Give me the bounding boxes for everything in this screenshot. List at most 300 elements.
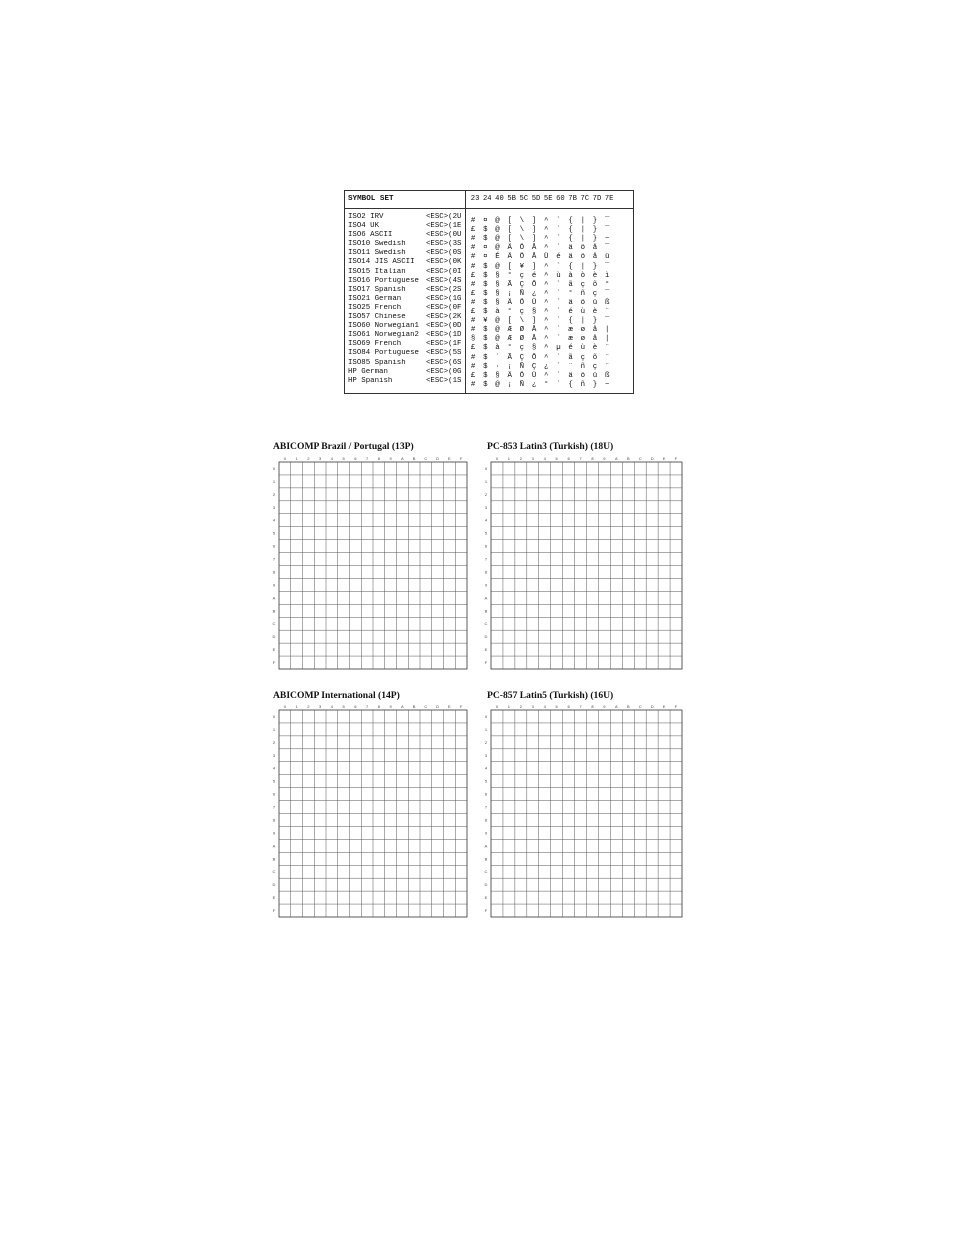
symbol-char: Ã — [507, 280, 512, 289]
code-header-row — [469, 195, 615, 203]
symbol-char: ¡ — [507, 362, 512, 371]
symbol-char: } — [592, 226, 598, 235]
row-hex-label: 2 — [272, 491, 276, 497]
symbol-char: É — [495, 253, 500, 262]
symbol-char: ° — [507, 271, 512, 280]
symbol-char: Õ — [531, 280, 537, 289]
symbol-char: @ — [495, 226, 500, 235]
symbol-char: ° — [507, 308, 512, 317]
symbol-char: ç — [580, 353, 585, 362]
row-hex-label: 1 — [272, 726, 276, 732]
symbol-char: Ö — [519, 244, 525, 253]
column-hex-label: 6 — [567, 456, 570, 461]
column-hex-label: 7 — [579, 456, 582, 461]
symbol-char: ã — [568, 280, 573, 289]
symbol-char: ° — [507, 344, 512, 353]
symbol-char: ä — [568, 244, 573, 253]
symbol-char: ¡ — [507, 380, 512, 389]
column-hex-label: 3 — [319, 456, 322, 461]
symbol-char: ` — [556, 262, 561, 271]
symbol-char: é — [568, 344, 573, 353]
symbol-char: } — [592, 380, 598, 389]
symbol-set-row — [348, 213, 613, 226]
symbol-char: Õ — [531, 353, 537, 362]
symbol-char: ` — [556, 244, 561, 253]
symbol-char: $ — [483, 226, 488, 235]
symbol-char: ¿ — [531, 289, 537, 298]
row-hex-label: F — [484, 908, 488, 914]
row-hex-label: 8 — [272, 817, 276, 823]
symbol-char: Ø — [519, 335, 525, 344]
symbol-char: { — [568, 317, 573, 326]
symbol-char: ä — [568, 371, 573, 380]
symbol-set-name: HP Spanish — [348, 376, 393, 385]
symbol-char: ¿ — [531, 380, 537, 389]
symbol-set-row — [348, 258, 613, 271]
symbol-char: ‾ — [604, 289, 610, 298]
symbol-char: ‾ — [604, 217, 610, 226]
column-hex-label: E — [448, 704, 451, 709]
column-hex-label: 7 — [366, 456, 369, 461]
escape-sequence: <ESC>(0S — [426, 249, 462, 258]
symbol-char: ^ — [544, 271, 549, 280]
symbol-char: @ — [495, 317, 500, 326]
abicomp-intl-chart — [271, 703, 468, 918]
symbol-char: ^ — [544, 244, 549, 253]
symbol-char: ¨ — [604, 344, 610, 353]
column-hex-label: E — [662, 456, 666, 461]
symbol-char: Å — [531, 253, 537, 262]
symbol-char: } — [592, 235, 598, 244]
row-hex-label: 0 — [484, 713, 488, 719]
symbol-char: ^ — [544, 335, 549, 344]
symbol-char: è — [592, 308, 598, 317]
symbol-char: § — [531, 308, 537, 317]
symbol-char: @ — [495, 262, 500, 271]
symbol-char: $ — [483, 262, 488, 271]
column-hex-label: D — [650, 704, 654, 709]
symbol-char: \ — [519, 217, 525, 226]
column-hex-label: 9 — [603, 704, 606, 709]
symbol-set-name: ISO57 Chinese — [348, 313, 406, 322]
row-hex-label: 8 — [484, 569, 488, 575]
symbol-char: å — [592, 335, 598, 344]
symbol-char: ^ — [544, 217, 549, 226]
symbol-char: ¨ — [604, 308, 610, 317]
symbol-set-row — [348, 231, 613, 244]
symbol-char: æ — [568, 326, 573, 335]
symbol-char: ø — [580, 326, 585, 335]
symbol-set-name: ISO16 Portuguese — [348, 276, 419, 285]
symbol-char: ç — [519, 271, 525, 280]
symbol-char: { — [568, 380, 573, 389]
column-hex-label: A — [401, 456, 404, 461]
row-hex-label: D — [272, 882, 276, 888]
symbol-char: ¨ — [604, 353, 610, 362]
code-header-cell: 5B — [507, 195, 516, 203]
column-hex-label: 1 — [295, 704, 298, 709]
code-header-cell: 5C — [519, 195, 529, 203]
symbol-char: ` — [556, 371, 561, 380]
symbol-char: ° — [604, 280, 610, 289]
symbol-char: Æ — [507, 326, 512, 335]
symbol-set-name: ISO6 ASCII — [348, 231, 393, 240]
symbol-char: | — [580, 217, 585, 226]
column-hex-label: 9 — [389, 704, 392, 709]
symbol-char: ° — [568, 289, 573, 298]
row-hex-label: 2 — [484, 739, 488, 745]
symbol-char: ü — [592, 298, 598, 307]
symbol-set-row — [348, 267, 613, 280]
column-hex-label: 4 — [330, 456, 333, 461]
column-hex-label: B — [412, 704, 416, 709]
column-hex-label: 3 — [531, 456, 534, 461]
symbol-char: ` — [556, 380, 561, 389]
abicomp-intl-title: ABICOMP International (14P) — [273, 690, 400, 701]
row-hex-label: 5 — [484, 778, 488, 784]
symbol-char: ¥ — [519, 262, 525, 271]
symbol-char: ^ — [544, 317, 549, 326]
symbol-set-row — [348, 285, 613, 298]
symbol-char: ^ — [544, 235, 549, 244]
symbol-set-name: ISO60 Norwegian1 — [348, 322, 419, 331]
symbol-char: ä — [568, 253, 573, 262]
row-hex-label: 2 — [484, 491, 488, 497]
symbol-char: [ — [507, 226, 512, 235]
code-header-cell: 40 — [495, 195, 504, 203]
pc857-title: PC-857 Latin5 (Turkish) (16U) — [487, 690, 614, 701]
symbol-char: Ö — [519, 253, 525, 262]
symbol-char: Æ — [507, 335, 512, 344]
symbol-char: Ö — [519, 298, 525, 307]
symbol-set-name: HP German — [348, 367, 388, 376]
column-hex-label: 2 — [519, 704, 522, 709]
symbol-char: ¥ — [483, 317, 488, 326]
symbol-char: # — [470, 235, 476, 244]
row-hex-label: B — [484, 608, 488, 614]
symbol-char: @ — [495, 380, 500, 389]
symbol-char: { — [568, 235, 573, 244]
symbol-char: § — [495, 289, 500, 298]
row-hex-label: 3 — [272, 504, 276, 510]
symbol-char: Ã — [507, 353, 512, 362]
symbol-char: # — [470, 253, 476, 262]
symbol-char: $ — [483, 371, 488, 380]
symbol-set-name: ISO4 UK — [348, 222, 380, 231]
row-hex-label: 9 — [484, 582, 488, 588]
symbol-set-label: SYMBOL SET — [348, 195, 394, 203]
symbol-char: ` — [556, 317, 561, 326]
symbol-char: ¨ — [604, 362, 610, 371]
symbol-char: ^ — [544, 353, 549, 362]
symbol-char: à — [495, 308, 500, 317]
pc857-chart — [483, 703, 683, 918]
column-hex-label: 8 — [377, 704, 380, 709]
symbol-char: ø — [580, 335, 585, 344]
pc853-chart — [483, 455, 683, 670]
escape-sequence: <ESC>(1F — [426, 340, 462, 349]
symbol-set-table — [344, 190, 634, 394]
row-hex-label: 5 — [272, 778, 276, 784]
escape-sequence: <ESC>(0K — [426, 258, 462, 267]
symbol-char: | — [604, 326, 610, 335]
symbol-set-row — [348, 276, 613, 289]
symbol-char: | — [604, 335, 610, 344]
row-hex-label: 0 — [484, 465, 488, 471]
escape-sequence: <ESC>(0G — [426, 367, 462, 376]
symbol-char: { — [568, 226, 573, 235]
symbol-set-rows — [348, 213, 613, 389]
symbol-set-name: ISO69 French — [348, 340, 402, 349]
column-hex-label: 5 — [555, 704, 558, 709]
symbol-char: Ä — [507, 371, 512, 380]
symbol-set-name: ISO11 Swedish — [348, 249, 406, 258]
symbol-char: ¿ — [544, 362, 549, 371]
row-hex-label: E — [484, 895, 488, 901]
column-hex-label: 3 — [531, 704, 534, 709]
row-hex-label: 9 — [272, 582, 276, 588]
symbol-char: Å — [531, 244, 537, 253]
row-hex-label: 6 — [484, 791, 488, 797]
symbol-set-row — [348, 222, 613, 235]
row-hex-label: 8 — [484, 817, 488, 823]
row-hex-label: F — [272, 660, 276, 666]
symbol-char: ù — [580, 308, 585, 317]
symbol-char: # — [470, 326, 476, 335]
symbol-char: ñ — [580, 362, 585, 371]
column-hex-label: D — [436, 704, 440, 709]
symbol-char: # — [470, 217, 476, 226]
symbol-char: ] — [531, 317, 537, 326]
row-hex-label: 9 — [484, 830, 488, 836]
row-hex-label: 5 — [484, 530, 488, 536]
column-hex-label: B — [412, 456, 416, 461]
column-hex-label: 9 — [603, 456, 606, 461]
symbol-char: @ — [495, 235, 500, 244]
symbol-char: Ø — [519, 326, 525, 335]
symbol-char: [ — [507, 217, 512, 226]
symbol-char: { — [568, 262, 573, 271]
column-hex-label: 7 — [579, 704, 582, 709]
symbol-char: ´ — [495, 353, 500, 362]
symbol-char: Ç — [531, 362, 537, 371]
row-hex-label: A — [272, 595, 276, 601]
column-hex-label: E — [662, 704, 666, 709]
symbol-char: § — [495, 280, 500, 289]
symbol-char: ` — [556, 289, 561, 298]
symbol-char: Ö — [519, 371, 525, 380]
escape-sequence: <ESC>(0D — [426, 322, 462, 331]
symbol-char: ö — [580, 253, 585, 262]
symbol-char: ° — [544, 380, 549, 389]
symbol-char: } — [592, 262, 598, 271]
symbol-char: # — [470, 353, 476, 362]
symbol-char: ç — [519, 308, 525, 317]
escape-sequence: <ESC>(0F — [426, 303, 462, 312]
column-hex-label: 8 — [591, 456, 594, 461]
symbol-set-name: ISO14 JIS ASCII — [348, 258, 415, 267]
column-hex-label: F — [459, 456, 463, 461]
symbol-char: Ñ — [519, 289, 525, 298]
code-header-cell: 24 — [482, 195, 492, 203]
column-hex-label: F — [674, 456, 678, 461]
symbol-char: ß — [604, 298, 610, 307]
column-hex-label: C — [638, 456, 642, 461]
row-hex-label: 6 — [484, 543, 488, 549]
escape-sequence: <ESC>(0I — [426, 267, 462, 276]
symbol-set-name: ISO61 Norwegian2 — [348, 331, 419, 340]
column-hex-label: 0 — [495, 456, 499, 461]
symbol-char: õ — [592, 280, 598, 289]
symbol-set-row — [348, 340, 613, 353]
symbol-char: Ü — [544, 253, 549, 262]
symbol-char: ù — [556, 271, 561, 280]
symbol-char: [ — [507, 262, 512, 271]
column-hex-label: 1 — [507, 704, 511, 709]
code-header-cell: 5E — [543, 195, 553, 203]
escape-sequence: <ESC>(0U — [426, 231, 462, 240]
code-header-cell: 7D — [592, 195, 602, 203]
symbol-char: Ä — [507, 244, 512, 253]
column-hex-label: 7 — [366, 704, 369, 709]
row-hex-label: E — [484, 647, 488, 653]
symbol-char: § — [495, 298, 500, 307]
symbol-char: ^ — [544, 280, 549, 289]
symbol-char: ç — [580, 280, 585, 289]
symbol-char: $ — [483, 335, 488, 344]
symbol-set-name: ISO2 IRV — [348, 213, 384, 221]
row-hex-label: 9 — [272, 830, 276, 836]
column-hex-label: 6 — [354, 456, 357, 461]
symbol-char: ~ — [604, 235, 610, 244]
symbol-char: # — [470, 317, 476, 326]
symbol-char: Ä — [507, 298, 512, 307]
symbol-char: Ü — [531, 298, 537, 307]
symbol-char: ` — [556, 335, 561, 344]
symbol-set-row — [348, 303, 613, 317]
row-hex-label: 4 — [272, 765, 276, 771]
column-hex-label: 5 — [342, 456, 345, 461]
symbol-set-row — [348, 313, 613, 326]
column-hex-label: 0 — [283, 456, 286, 461]
column-hex-label: 5 — [555, 456, 558, 461]
symbol-char: £ — [470, 344, 476, 353]
row-hex-label: 1 — [484, 478, 488, 484]
symbol-set-row — [348, 240, 613, 253]
symbol-char: · — [495, 362, 500, 371]
row-hex-label: 7 — [272, 804, 276, 810]
symbol-char: ì — [604, 271, 610, 280]
symbol-char: å — [592, 244, 598, 253]
symbol-char: ^ — [544, 344, 549, 353]
symbol-char: @ — [495, 244, 500, 253]
symbol-char: ç — [592, 289, 598, 298]
symbol-char: ´ — [556, 362, 561, 371]
column-hex-label: B — [626, 704, 630, 709]
symbol-char: é — [568, 308, 573, 317]
symbol-char: Ñ — [519, 380, 525, 389]
column-hex-label: D — [436, 456, 440, 461]
symbol-char: \ — [519, 226, 525, 235]
escape-sequence: <ESC>(1D — [426, 331, 462, 340]
symbol-char: $ — [483, 298, 488, 307]
escape-sequence: <ESC>(1E — [426, 222, 462, 231]
row-hex-label: F — [272, 908, 276, 914]
symbol-char: ] — [531, 262, 537, 271]
row-hex-label: 3 — [272, 752, 276, 758]
symbol-char: # — [470, 362, 476, 371]
symbol-char: ` — [556, 326, 561, 335]
symbol-set-name: ISO85 Spanish — [348, 358, 406, 367]
symbol-char: à — [568, 271, 573, 280]
symbol-char: ö — [580, 244, 585, 253]
column-hex-label: 2 — [307, 456, 310, 461]
symbol-set-name: ISO17 Spanish — [348, 285, 406, 294]
row-hex-label: 4 — [272, 517, 276, 523]
symbol-set-row — [348, 349, 613, 362]
row-hex-label: E — [272, 895, 276, 901]
row-hex-label: 3 — [484, 504, 488, 510]
symbol-char: ^ — [544, 308, 549, 317]
symbol-char: ä — [568, 298, 573, 307]
abicomp-brazil-chart — [271, 455, 468, 670]
symbol-char: é — [556, 253, 561, 262]
row-hex-label: 6 — [272, 543, 276, 549]
symbol-set-name: ISO25 French — [348, 303, 402, 312]
symbol-char: µ — [556, 344, 561, 353]
column-hex-label: 9 — [389, 456, 392, 461]
row-hex-label: D — [272, 634, 276, 640]
column-hex-label: 6 — [354, 704, 357, 709]
symbol-char: ‾ — [604, 226, 610, 235]
symbol-char: Ä — [507, 253, 512, 262]
row-hex-label: C — [272, 869, 276, 875]
symbol-char: $ — [483, 380, 488, 389]
symbol-char: ` — [556, 298, 561, 307]
row-hex-label: 8 — [272, 569, 276, 575]
abicomp-brazil-title: ABICOMP Brazil / Portugal (13P) — [273, 441, 414, 452]
symbol-char: ‾ — [604, 317, 610, 326]
symbol-char: å — [592, 253, 598, 262]
column-hex-label: 4 — [543, 456, 546, 461]
row-hex-label: 2 — [272, 739, 276, 745]
symbol-char: ü — [592, 371, 598, 380]
symbol-char: Ñ — [519, 362, 525, 371]
row-hex-label: 3 — [484, 752, 488, 758]
symbol-char: ò — [580, 271, 585, 280]
symbol-char: Å — [531, 335, 537, 344]
symbol-set-row — [348, 249, 613, 262]
column-hex-label: 1 — [295, 456, 298, 461]
symbol-char: ^ — [544, 326, 549, 335]
symbol-char: ¡ — [507, 289, 512, 298]
symbol-char: \ — [519, 235, 525, 244]
symbol-char: § — [495, 271, 500, 280]
row-hex-label: 6 — [272, 791, 276, 797]
symbol-char: ã — [568, 353, 573, 362]
column-hex-label: E — [448, 456, 451, 461]
symbol-set-row — [348, 322, 613, 335]
row-hex-label: A — [484, 843, 488, 849]
symbol-char: | — [580, 235, 585, 244]
symbol-char: | — [580, 262, 585, 271]
symbol-char: $ — [483, 308, 488, 317]
row-hex-label: C — [484, 869, 488, 875]
row-hex-label: D — [484, 634, 488, 640]
symbol-char: ‾ — [604, 244, 610, 253]
symbol-char: [ — [507, 235, 512, 244]
escape-sequence: <ESC>(2S — [426, 285, 462, 294]
